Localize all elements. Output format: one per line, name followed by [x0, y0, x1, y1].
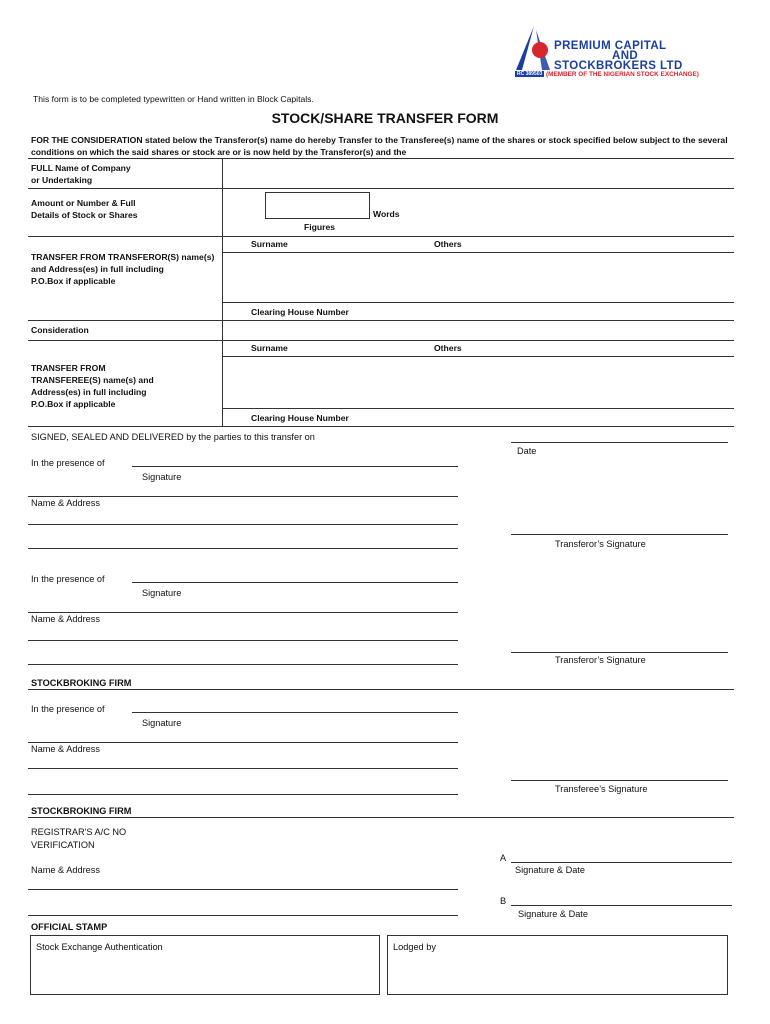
logo-rc-number: RC 389503: [517, 71, 543, 77]
address-line-1a[interactable]: [28, 524, 458, 525]
presence-line-2[interactable]: [132, 582, 458, 583]
logo-name-line3: STOCKBROKERS LTD: [554, 60, 683, 72]
signature-b-label: Signature & Date: [518, 909, 588, 919]
name-address-label-3: Name & Address: [31, 744, 100, 754]
presence-line-1[interactable]: [132, 466, 458, 467]
consideration-field[interactable]: [224, 321, 732, 339]
instruction-text: This form is to be completed typewritten or Hand written in Block Capitals.: [33, 94, 314, 104]
address-line-3b[interactable]: [28, 794, 458, 795]
page-title: STOCK/SHARE TRANSFER FORM: [271, 110, 499, 126]
address-line-final-a[interactable]: [28, 889, 458, 890]
name-address-label-1: Name & Address: [31, 498, 100, 508]
transferor-signature-label-2: Transferor’s Signature: [555, 655, 646, 665]
stock-exchange-auth-box[interactable]: [30, 935, 380, 995]
signed-sealed-text: SIGNED, SEALED AND DELIVERED by the parties to this transfer on: [31, 432, 315, 442]
address-line-3a[interactable]: [28, 768, 458, 769]
transferor-clearing-house-label: Clearing House Number: [251, 307, 349, 317]
logo-name-line2: AND: [612, 50, 639, 62]
figures-input-box[interactable]: [265, 192, 370, 219]
signature-line-3[interactable]: [28, 742, 458, 743]
address-line-2a[interactable]: [28, 640, 458, 641]
presence-line-3[interactable]: [132, 712, 458, 713]
presence-label-3: In the presence of: [31, 704, 105, 714]
transferee-signature-label: Transferee’s Signature: [555, 784, 648, 794]
consideration-label: Consideration: [31, 325, 89, 335]
transferee-clearing-house-label: Clearing House Number: [251, 413, 349, 423]
transferee-surname-label: Surname: [251, 343, 288, 353]
stockbroking-firm-heading-1: STOCKBROKING FIRM: [31, 678, 132, 688]
stockbroking-firm-heading-2: STOCKBROKING FIRM: [31, 806, 132, 816]
logo-emblem-icon: [512, 24, 552, 72]
official-stamp-heading: OFFICIAL STAMP: [31, 922, 108, 932]
lodged-by-label: Lodged by: [393, 942, 436, 952]
transferor-signature-line-2[interactable]: [511, 652, 728, 653]
signature-a-label: Signature & Date: [515, 865, 585, 875]
company-name-field[interactable]: [224, 159, 732, 187]
logo-name-line1: PREMIUM CAPITAL: [554, 40, 667, 52]
transferor-others-label: Others: [434, 239, 462, 249]
registrar-label: REGISTRAR'S A/C NO VERIFICATION: [31, 827, 127, 850]
date-label: Date: [517, 446, 537, 456]
stock-exchange-auth-label: Stock Exchange Authentication: [36, 942, 163, 952]
presence-label-1: In the presence of: [31, 458, 105, 468]
signature-label-2: Signature: [142, 588, 182, 598]
company-logo: [512, 24, 732, 84]
transferor-details-field[interactable]: [224, 253, 732, 301]
address-line-final-b[interactable]: [28, 915, 458, 916]
name-address-label-final: Name & Address: [31, 865, 100, 875]
signature-line-2[interactable]: [28, 612, 458, 613]
amount-label: Amount or Number & Full Details of Stock or Shares: [31, 198, 138, 220]
lodged-by-box[interactable]: [387, 935, 728, 995]
presence-label-2: In the presence of: [31, 574, 105, 584]
transferor-surname-label: Surname: [251, 239, 288, 249]
signature-b-line[interactable]: [511, 905, 732, 906]
stockbroking-firm-line-2: [28, 817, 734, 818]
words-label: Words: [373, 209, 400, 219]
signature-label-1: Signature: [142, 472, 182, 482]
logo-member-text: (MEMBER OF THE NIGERIAN STOCK EXCHANGE): [546, 71, 699, 78]
address-line-2b[interactable]: [28, 664, 458, 665]
transferor-signature-label-1: Transferor’s Signature: [555, 539, 646, 549]
signature-label-3: Signature: [142, 718, 182, 728]
name-address-label-2: Name & Address: [31, 614, 100, 624]
date-line[interactable]: [511, 442, 728, 443]
signature-a-line[interactable]: [511, 862, 732, 863]
figures-label: Figures: [304, 222, 336, 232]
company-name-label: FULL Name of Company or Undertaking: [31, 163, 131, 185]
transferor-signature-line-1[interactable]: [511, 534, 728, 535]
transferee-signature-line[interactable]: [511, 780, 728, 781]
signature-b-letter: B: [500, 896, 507, 906]
consideration-paragraph: FOR THE CONSIDERATION stated below the Transferor(s) name do hereby Transfer to the Transferee(s) name of the shares or stock specified below subject to the several conditions on which the said shares or stock are or is now held by the Transferor(s) and the: [31, 135, 728, 157]
transferee-others-label: Others: [434, 343, 462, 353]
signature-line-1[interactable]: [28, 496, 458, 497]
stockbroking-firm-line-1: [28, 689, 734, 690]
transferee-label: TRANSFER FROM TRANSFEREE(S) name(s) and Address(es) in full including P.O.Box if applicable: [31, 363, 154, 409]
address-line-1b[interactable]: [28, 548, 458, 549]
transferee-details-field[interactable]: [224, 357, 732, 407]
transferor-label: TRANSFER FROM TRANSFEROR(S) name(s) and Address(es) in full including P.O.Box if applicable: [31, 252, 215, 286]
signature-a-letter: A: [500, 853, 507, 863]
